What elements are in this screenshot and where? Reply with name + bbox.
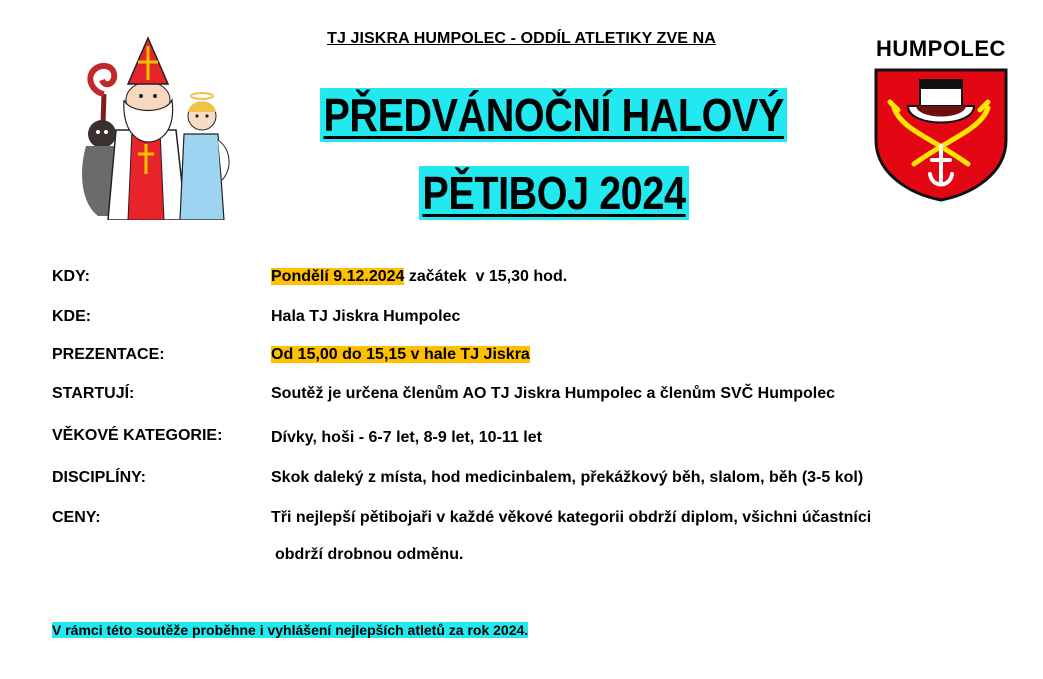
value-prizes-line1: Tři nejlepší pětibojaři v každé věkové kategorii obdrží diplom, všichni účastníci: [271, 509, 872, 526]
event-date: Pondělí 9.12.2024: [271, 268, 405, 285]
value-when: [271, 268, 567, 286]
registration-time: Od 15,00 do 15,15 v hale TJ Jiskra: [271, 346, 530, 363]
label-when: KDY:: [52, 268, 90, 285]
value-prizes-line2: obdrží drobnou odměnu.: [275, 546, 464, 563]
label-registration: PREZENTACE:: [52, 346, 165, 363]
footer-note: [52, 622, 528, 638]
label-categories: VĚKOVÉ KATEGORIE:: [52, 427, 223, 444]
label-prizes: CENY:: [52, 509, 101, 526]
coat-of-arms-icon: [872, 66, 1010, 202]
value-where: Hala TJ Jiskra Humpolec: [271, 308, 461, 325]
label-where: KDE:: [52, 308, 92, 325]
value-disciplines: Skok daleký z místa, hod medicinbalem, překážkový běh, slalom, běh (3-5 kol): [271, 469, 864, 486]
label-participants: STARTUJÍ:: [52, 385, 135, 402]
town-crest: [872, 66, 1010, 202]
label-disciplines: DISCIPLÍNY:: [52, 469, 146, 486]
town-name: HUMPOLEC: [876, 36, 1006, 61]
title-text-2: PĚTIBOJ 2024: [419, 166, 689, 220]
footer-note-text: V rámci této soutěže proběhne i vyhlášení nejlepších atletů za rok 2024.: [52, 622, 529, 638]
organizer-heading: TJ JISKRA HUMPOLEC - ODDÍL ATLETIKY ZVE NA: [327, 30, 716, 47]
event-start-time: začátek v 15,30 hod.: [404, 268, 568, 285]
value-registration: [271, 346, 530, 364]
title-text-1: PŘEDVÁNOČNÍ HALOVÝ: [320, 88, 787, 142]
value-participants: Soutěž je určena členům AO TJ Jiskra Humpolec a členům SVČ Humpolec: [271, 385, 836, 402]
value-categories: Dívky, hoši - 6-7 let, 8-9 let, 10-11 let: [271, 429, 542, 446]
